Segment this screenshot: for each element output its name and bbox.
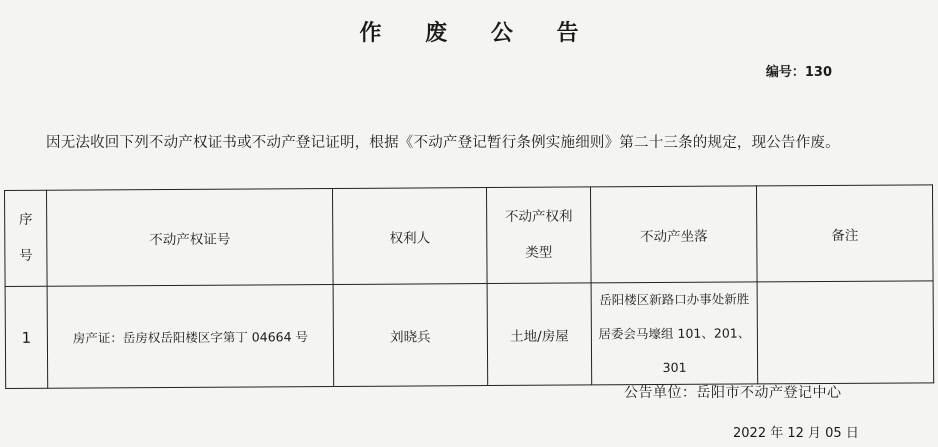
table-row <box>5 281 934 389</box>
certificate-table <box>4 184 934 389</box>
header-location: 不动产坐落 <box>590 186 757 283</box>
issuing-unit: 公告单位：岳阳市不动产登记中心 <box>624 385 842 401</box>
notice-date: 2022 年 12 月 05 日 <box>733 426 859 441</box>
cell-remark <box>757 281 934 384</box>
header-remark: 备注 <box>756 185 933 282</box>
header-seq: 序 号 <box>5 190 48 286</box>
header-holder: 权利人 <box>332 188 487 285</box>
cell-location: 岳阳楼区新路口办事处新胜 居委会马壕组 101、201、301 <box>591 282 758 385</box>
notice-title: 作 废 公 告 <box>359 21 597 46</box>
cell-right-type: 土地/房屋 <box>487 283 592 386</box>
cell-cert-number: 房产证：岳房权岳阳楼区字第丁 04664 号 <box>47 284 334 388</box>
header-cert-number: 不动产权证号 <box>47 188 334 286</box>
document-number: 编号：130 <box>765 65 832 80</box>
table-header-row <box>5 185 934 287</box>
header-right-type: 不动产权利 类型 <box>486 187 591 284</box>
cell-holder: 刘晓兵 <box>333 284 488 387</box>
notice-intro-text: 因无法收回下列不动产权证书或不动产登记证明，根据《不动产登记暂行条例实施细则》第二十三条的规定，现公告作废。 <box>46 135 840 151</box>
cell-seq: 1 <box>5 286 48 389</box>
